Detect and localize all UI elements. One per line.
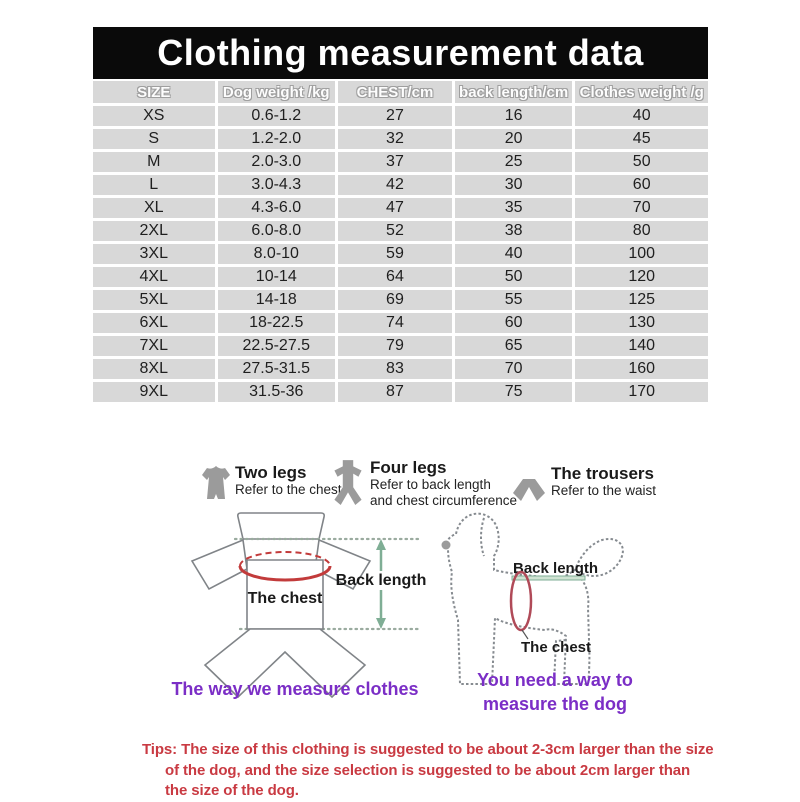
legend-trousers [511, 464, 656, 506]
table-cell: 9XL [93, 381, 216, 404]
table-cell: 22.5-27.5 [216, 335, 337, 358]
table-row [93, 220, 708, 243]
table-cell: 5XL [93, 289, 216, 312]
table-cell: 20 [453, 128, 574, 151]
table-cell: 31.5-36 [216, 381, 337, 404]
table-cell: 55 [453, 289, 574, 312]
table-cell: 4.3-6.0 [216, 197, 337, 220]
table-cell: 83 [337, 358, 454, 381]
table-cell: 69 [337, 289, 454, 312]
dog-measure-diagram [425, 505, 653, 695]
table-cell: 18-22.5 [216, 312, 337, 335]
legend-four-legs-desc2: and chest circumference [370, 492, 518, 508]
table-cell: 40 [453, 243, 574, 266]
dog-caption [455, 668, 655, 716]
table-cell: 7XL [93, 335, 216, 358]
dog-caption-line1: You need a way to [477, 670, 633, 690]
table-cell: 32 [337, 128, 454, 151]
table-cell: 35 [453, 197, 574, 220]
table-cell: 170 [574, 381, 708, 404]
table-cell: 70 [453, 358, 574, 381]
table-cell: 140 [574, 335, 708, 358]
table-cell: 40 [574, 105, 708, 128]
column-header: Clothes weight /g [574, 81, 708, 105]
tips-line1: Tips: The size of this clothing is suggested to be about 2-3cm larger than the size [142, 741, 714, 758]
table-row [93, 128, 708, 151]
table-cell: M [93, 151, 216, 174]
legend-two-legs-title: Two legs [235, 463, 307, 482]
table-cell: 60 [574, 174, 708, 197]
table-cell: 37 [337, 151, 454, 174]
tips-text [142, 740, 722, 802]
table-cell: 130 [574, 312, 708, 335]
table-cell: 10-14 [216, 266, 337, 289]
table-cell: 6XL [93, 312, 216, 335]
clothes-measure-diagram [168, 500, 430, 700]
legend-four-legs-desc1: Refer to back length [370, 477, 491, 492]
table-cell: 45 [574, 128, 708, 151]
tips-line3: the size of the dog. [165, 782, 299, 799]
table-cell: 50 [574, 151, 708, 174]
table-cell: 14-18 [216, 289, 337, 312]
table-cell: 38 [453, 220, 574, 243]
clothes-chest-label: The chest [247, 590, 323, 607]
four-legs-garment-icon [330, 458, 366, 506]
table-row [93, 174, 708, 197]
legend-trousers-desc: Refer to the waist [551, 483, 657, 498]
table-cell: 8.0-10 [216, 243, 337, 266]
two-legs-garment-icon [201, 463, 231, 503]
table-cell: 52 [337, 220, 454, 243]
table-cell: 1.2-2.0 [216, 128, 337, 151]
table-cell: 80 [574, 220, 708, 243]
table-cell: 75 [453, 381, 574, 404]
table-cell: 25 [453, 151, 574, 174]
table-cell: 59 [337, 243, 454, 266]
table-row [93, 312, 708, 335]
column-header: SIZE [93, 81, 216, 105]
clothes-back-length-label: Back length [335, 572, 427, 589]
table-cell: 4XL [93, 266, 216, 289]
tips-line2: of the dog, and the size selection is suggested to be about 2cm larger than [165, 761, 691, 779]
table-row [93, 358, 708, 381]
table-cell: 2XL [93, 220, 216, 243]
table-cell: 87 [337, 381, 454, 404]
table-cell: XL [93, 197, 216, 220]
table-cell: 3XL [93, 243, 216, 266]
column-header: back length/cm [453, 81, 574, 105]
legend-two-legs [201, 463, 342, 503]
legend-four-legs-title: Four legs [370, 458, 447, 477]
size-chart-header [93, 81, 708, 105]
table-cell: 16 [453, 105, 574, 128]
table-cell: 8XL [93, 358, 216, 381]
table-cell: 125 [574, 289, 708, 312]
size-chart-table [93, 81, 708, 405]
table-row [93, 266, 708, 289]
table-cell: 3.0-4.3 [216, 174, 337, 197]
page-title: Clothing measurement data [93, 27, 708, 79]
table-row [93, 243, 708, 266]
table-cell: 27.5-31.5 [216, 358, 337, 381]
table-row [93, 151, 708, 174]
column-header: Dog weight /kg [216, 81, 337, 105]
table-cell: 160 [574, 358, 708, 381]
column-header: CHEST/cm [337, 81, 454, 105]
table-cell: 60 [453, 312, 574, 335]
table-cell: 70 [574, 197, 708, 220]
table-cell: 47 [337, 197, 454, 220]
table-cell: 64 [337, 266, 454, 289]
table-cell: L [93, 174, 216, 197]
table-cell: XS [93, 105, 216, 128]
table-cell: S [93, 128, 216, 151]
table-row [93, 381, 708, 404]
table-row [93, 197, 708, 220]
table-cell: 27 [337, 105, 454, 128]
table-cell: 30 [453, 174, 574, 197]
table-row [93, 335, 708, 358]
table-cell: 2.0-3.0 [216, 151, 337, 174]
table-cell: 79 [337, 335, 454, 358]
legend-trousers-title: The trousers [551, 464, 654, 483]
table-row [93, 289, 708, 312]
table-cell: 74 [337, 312, 454, 335]
table-cell: 6.0-8.0 [216, 220, 337, 243]
table-cell: 0.6-1.2 [216, 105, 337, 128]
table-cell: 42 [337, 174, 454, 197]
table-cell: 120 [574, 266, 708, 289]
table-cell: 65 [453, 335, 574, 358]
dog-chest-label: The chest [521, 639, 592, 656]
dog-back-length-label: Back length [513, 560, 599, 577]
legend-two-legs-desc: Refer to the chest [235, 482, 342, 497]
trousers-icon [511, 476, 547, 506]
clothes-caption: The way we measure clothes [171, 679, 419, 699]
table-cell: 50 [453, 266, 574, 289]
dog-caption-line2: measure the dog [482, 694, 628, 714]
table-cell: 100 [574, 243, 708, 266]
table-row [93, 105, 708, 128]
